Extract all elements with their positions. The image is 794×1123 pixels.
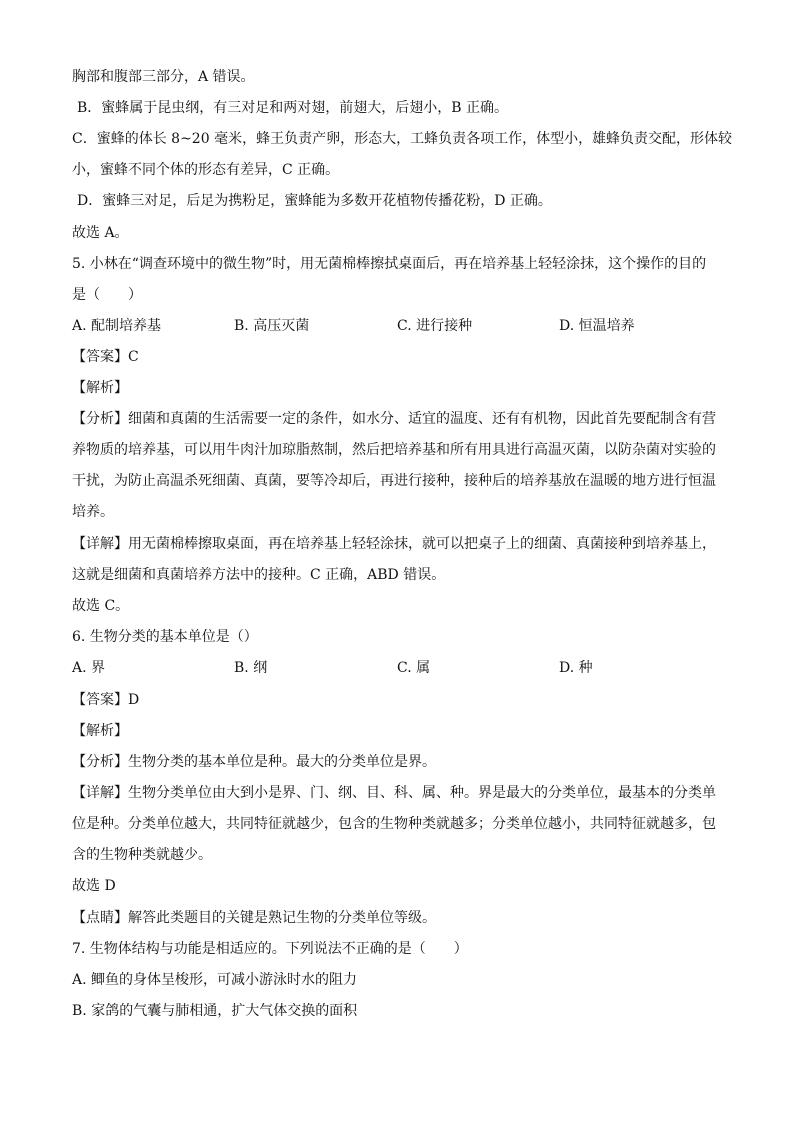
question-5-stem: 5. 小林在“调查环境中的微生物”时，用无菌棉棒擦拭桌面后，再在培养基上轻轻涂抹，这个操作的目的 — [72, 256, 707, 272]
q6-detail-line: 【详解】生物分类单位由大到小是界、门、纲、目、科、属、种。界是最大的分类单位，最基本的分类单 — [72, 785, 716, 801]
text-line: 故选 A。 — [72, 225, 129, 241]
q5-detail-line: 【详解】用无菌棉棒擦取桌面，再在培养基上轻轻涂抹，就可以把桌子上的细菌、真菌接种到培养基上， — [72, 536, 716, 552]
q5-option-a: A. 配制培养基 — [72, 318, 162, 334]
q6-analysis-line: 【分析】生物分类的基本单位是种。最大的分类单位是界。 — [72, 754, 436, 770]
q5-option-d: D. 恒温培养 — [559, 318, 635, 334]
q5-analysis-line: 培养。 — [72, 504, 114, 520]
q5-analysis-line: 【分析】细菌和真菌的生活需要一定的条件，如水分、适宜的温度、还有有机物，因此首先要配制含有营 — [72, 411, 716, 427]
question-5-stem-cont: 是（ ） — [72, 287, 142, 303]
q5-detail-line: 这就是细菌和真菌培养方法中的接种。C 正确，ABD 错误。 — [72, 567, 446, 583]
q6-analysis-heading: 【解析】 — [72, 723, 128, 739]
q6-detail-line: 位是种。分类单位越大，共同特征就越少，包含的生物种类就越多；分类单位越小，共同特征就越多，包 — [72, 816, 716, 832]
text-line: D．蜜蜂三对足，后足为携粉足，蜜蜂能为多数开花植物传播花粉，D 正确。 — [77, 193, 552, 209]
q6-option-d: D. 种 — [559, 660, 593, 676]
q6-option-b: B. 纲 — [234, 660, 268, 676]
text-line: C．蜜蜂的体长 8~20 毫米，蜂王负责产卵，形态大，工蜂负责各项工作，体型小，雄蜂负责交配，形体较 — [72, 131, 733, 147]
q5-option-b: B. 高压灭菌 — [234, 318, 310, 334]
q5-answer: 【答案】C — [72, 349, 139, 365]
text-line: B．蜜蜂属于昆虫纲，有三对足和两对翅，前翅大，后翅小，B 正确。 — [77, 100, 509, 116]
q7-option-b: B. 家鸽的气囊与肺相通，扩大气体交换的面积 — [72, 1003, 358, 1019]
q7-option-a: A. 鲫鱼的身体呈梭形，可减小游泳时水的阻力 — [72, 972, 358, 988]
q6-option-a: A. 界 — [72, 660, 106, 676]
question-6-stem: 6. 生物分类的基本单位是（） — [72, 629, 258, 645]
q6-option-c: C. 属 — [397, 660, 431, 676]
q5-analysis-line: 干扰，为防止高温杀死细菌、真菌，要等冷却后，再进行接种，接种后的培养基放在温暖的地方进行恒温 — [72, 473, 716, 489]
q5-analysis-heading: 【解析】 — [72, 380, 128, 396]
text-line: 小，蜜蜂不同个体的形态有差异，C 正确。 — [72, 162, 340, 178]
q5-option-c: C. 进行接种 — [397, 318, 473, 334]
q5-conclusion: 故选 C。 — [72, 598, 130, 614]
q6-conclusion: 故选 D — [72, 878, 116, 894]
q6-answer: 【答案】D — [72, 692, 140, 708]
text-line: 胸部和腹部三部分，A 错误。 — [72, 69, 255, 85]
q5-analysis-line: 养物质的培养基，可以用牛肉汁加琼脂熬制，然后把培养基和所有用具进行高温灭菌，以防杂菌对实验的 — [72, 442, 716, 458]
q6-detail-line: 含的生物种类就越少。 — [72, 847, 212, 863]
q6-tip: 【点睛】解答此类题目的关键是熟记生物的分类单位等级。 — [72, 910, 436, 926]
question-7-stem: 7. 生物体结构与功能是相适应的。下列说法不正确的是（ ） — [72, 941, 468, 957]
